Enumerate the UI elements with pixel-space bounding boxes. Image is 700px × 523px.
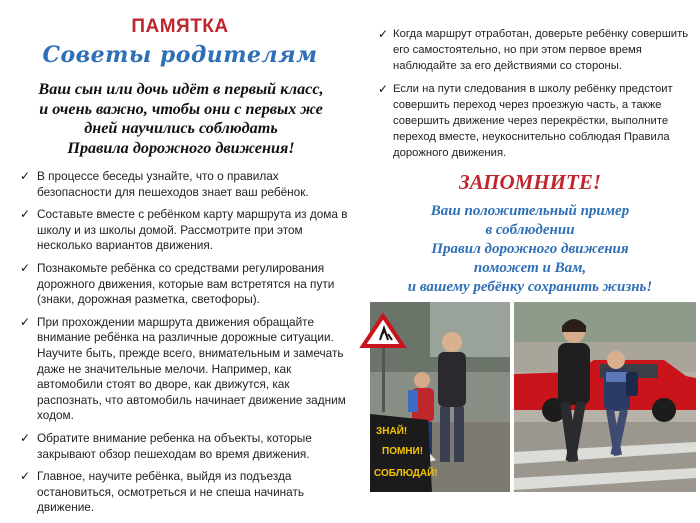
tip-text: Когда маршрут отработан, доверьте ребёнку совершить его самостоятельно, но при этом первое время наблюдайте за его действиями со стороны. bbox=[393, 28, 689, 72]
list-item bbox=[20, 207, 356, 254]
list-item bbox=[20, 315, 356, 424]
checkmark-icon: ✓ bbox=[20, 260, 31, 275]
tip-text: Если на пути следования в школу ребёнку предстоит совершить переход через проезжую часть, а также совершить движение через перекрёстки, выполните переход вместе, неукоснительно соблюдая Правила дорожного движения. bbox=[393, 83, 673, 159]
checkmark-icon: ✓ bbox=[378, 82, 389, 96]
tip-text: При прохождении маршрута движения обращайте внимание ребёнка на различные дорожные ситуации. Научите быть, прежде всего, внимательным и замечать даже не значительные мелочи. Например, как автомобили стоят во дворе, как движутся, как распознать, что автомобиль начинает движение задним ходом. bbox=[37, 314, 346, 423]
intro-line: Ваш сын или дочь идёт в первый класс, bbox=[38, 80, 324, 98]
motto-paragraph bbox=[370, 202, 690, 297]
tip-text: Главное, научите ребёнка, выйдя из подъезда остановиться, осмотреться и не спеша начинать движение. bbox=[37, 469, 305, 515]
poster-line: СОБЛЮДАЙ! bbox=[374, 468, 438, 479]
motto-line: Ваш положительный пример bbox=[430, 203, 630, 219]
tip-text: Обратите внимание ребенка на объекты, которые закрывают обзор пешеходам во время движения. bbox=[37, 430, 312, 461]
intro-line: Правила дорожного движения! bbox=[67, 138, 295, 157]
right-column bbox=[360, 0, 700, 503]
checkmark-icon: ✓ bbox=[20, 207, 31, 222]
street-photo bbox=[514, 302, 696, 492]
poster-line: ПОМНИ! bbox=[382, 446, 424, 457]
tips-list-right bbox=[378, 26, 696, 168]
crossing-photo bbox=[370, 302, 510, 492]
list-item bbox=[20, 469, 356, 516]
list-item bbox=[20, 261, 356, 308]
checkmark-icon: ✓ bbox=[20, 314, 31, 329]
checkmark-icon: ✓ bbox=[378, 27, 389, 41]
checkmark-icon: ✓ bbox=[20, 469, 31, 484]
tips-list-left bbox=[20, 169, 356, 523]
motto-line: Правил дорожного движения bbox=[431, 241, 629, 257]
page-title: ПАМЯТКА bbox=[131, 16, 229, 37]
list-item bbox=[378, 26, 696, 74]
intro-line: и очень важно, чтобы они с первых же bbox=[39, 99, 323, 118]
list-item bbox=[20, 169, 356, 200]
motto-line: в соблюдении bbox=[485, 222, 575, 238]
photo-collage bbox=[370, 302, 696, 492]
poster-line: ЗНАЙ! bbox=[376, 426, 408, 437]
intro-line: дней научились соблюдать bbox=[84, 119, 278, 137]
list-item bbox=[378, 81, 696, 161]
tip-text: Познакомьте ребёнка со средствами регулирования дорожного движения, которые вам встретятся на пути (знаки, дорожная разметка, светофоры). bbox=[37, 260, 335, 307]
tip-text: В процессе беседы узнайте, что о правилах безопасности для пешеходов знает ваш ребёнок. bbox=[37, 169, 309, 199]
page-subtitle: Советы родителям bbox=[42, 42, 318, 68]
remember-heading: ЗАПОМНИТЕ! bbox=[458, 170, 602, 194]
list-item bbox=[20, 431, 356, 462]
checkmark-icon: ✓ bbox=[20, 169, 31, 183]
intro-paragraph bbox=[16, 80, 346, 158]
tip-text: Составьте вместе с ребёнком карту маршрута из дома в школу и из школы домой. Рассмотрите при этом несколько вариантов движения. bbox=[37, 207, 348, 253]
motto-line: и вашему ребёнку сохранить жизнь! bbox=[407, 279, 653, 295]
motto-line: поможет и Вам, bbox=[473, 260, 587, 276]
checkmark-icon: ✓ bbox=[20, 430, 31, 445]
